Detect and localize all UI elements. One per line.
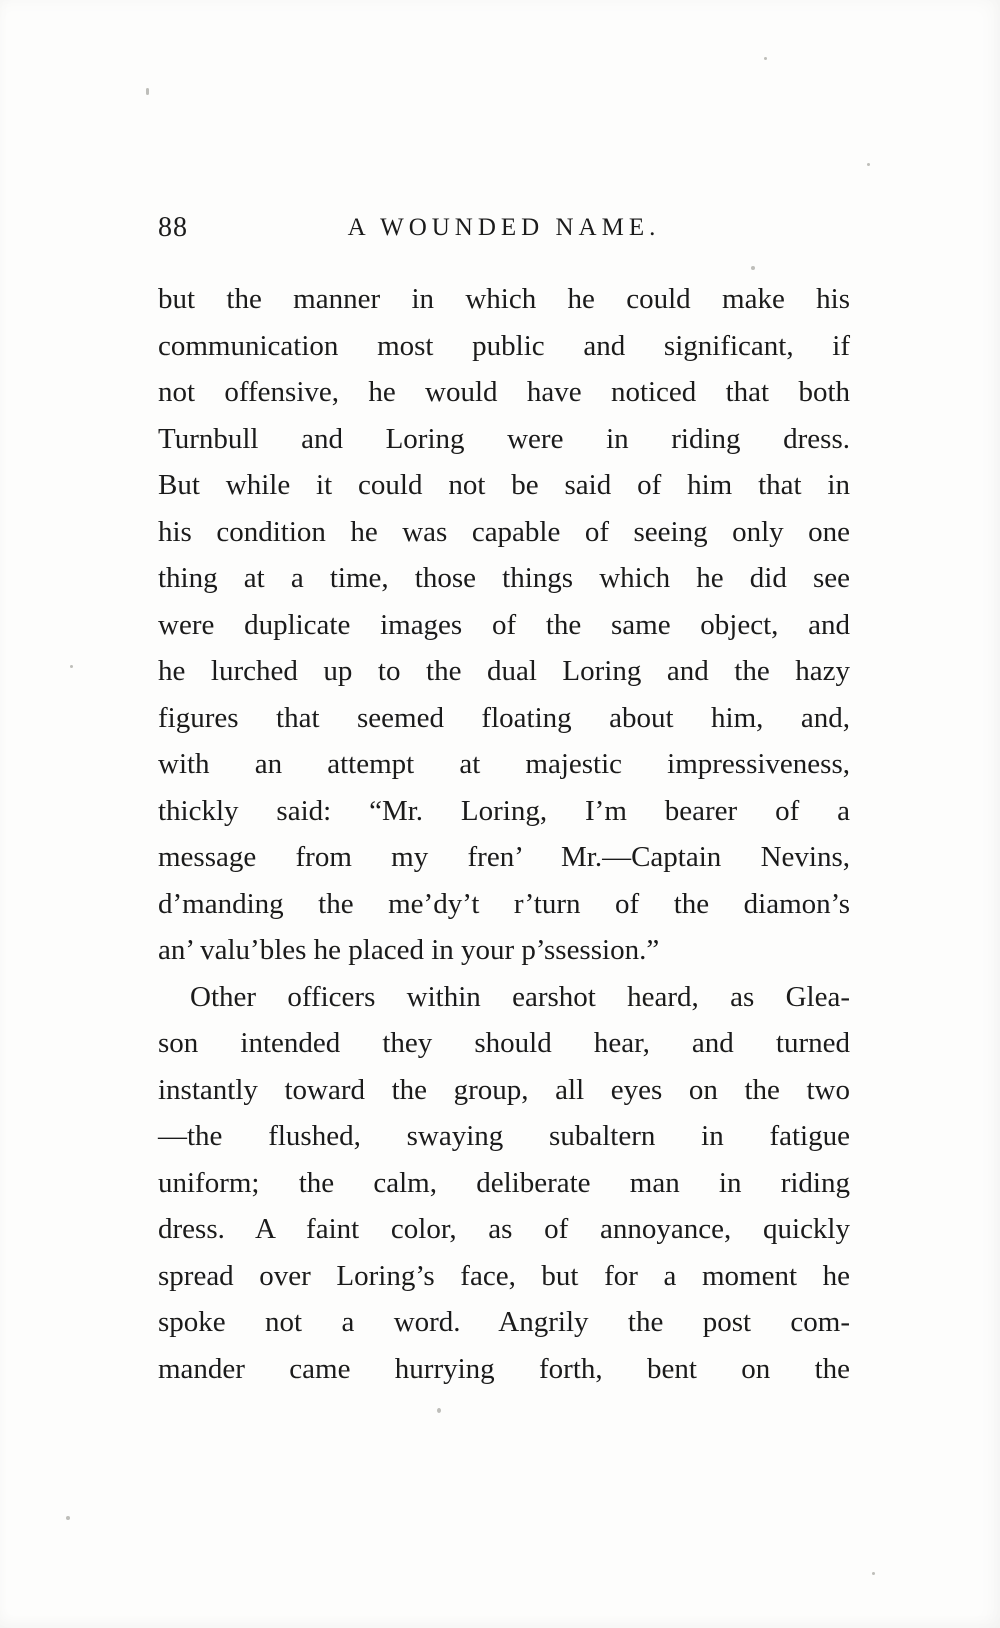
text-line: thing at a time, those things which he did see bbox=[158, 562, 850, 594]
text-line: d’manding the me’dy’t r’turn of the diamon’s bbox=[158, 887, 850, 920]
text-line: spoke not a word. Angrily the post com- bbox=[158, 1306, 850, 1338]
text-line: instantly toward the group, all eyes on the two bbox=[158, 1073, 850, 1106]
text-line: his condition he was capable of seeing only one bbox=[158, 515, 850, 548]
text-line: with an attempt at majestic impressiveness, bbox=[158, 748, 850, 780]
text-line: an’ valu’bles he placed in your p’ssession.” bbox=[158, 934, 660, 966]
text-line: son intended they should hear, and turned bbox=[158, 1027, 850, 1059]
paragraph bbox=[158, 974, 850, 1393]
scan-speck bbox=[751, 266, 755, 270]
text-line: message from my fren’ Mr.—Captain Nevins, bbox=[158, 841, 850, 873]
text-line: he lurched up to the dual Loring and the hazy bbox=[158, 655, 850, 687]
scan-speck bbox=[70, 665, 73, 668]
text-line: But while it could not be said of him that in bbox=[158, 469, 850, 501]
text-line: but the manner in which he could make his bbox=[158, 283, 850, 315]
text-line: dress. A faint color, as of annoyance, quickly bbox=[158, 1213, 850, 1245]
text-line: spread over Loring’s face, but for a moment he bbox=[158, 1259, 850, 1292]
scan-speck bbox=[764, 57, 767, 60]
scan-speck bbox=[867, 163, 870, 166]
running-header: A WOUNDED NAME. bbox=[347, 214, 661, 241]
text-line: Turnbull and Loring were in riding dress. bbox=[158, 422, 850, 455]
paragraph bbox=[158, 276, 850, 974]
text-line: mander came hurrying forth, bent on the bbox=[158, 1352, 850, 1385]
scan-speck bbox=[872, 1572, 875, 1575]
text-line: were duplicate images of the same object, and bbox=[158, 608, 850, 641]
text-line: not offensive, he would have noticed that both bbox=[158, 376, 850, 408]
text-line: thickly said: “Mr. Loring, I’m bearer of a bbox=[158, 794, 850, 827]
text-line: figures that seemed floating about him, and, bbox=[158, 701, 850, 734]
scan-speck bbox=[66, 1516, 70, 1520]
scan-speck bbox=[437, 1408, 441, 1413]
text-line: Other officers within earshot heard, as Glea- bbox=[190, 980, 850, 1013]
page-header-row bbox=[158, 212, 850, 252]
text-line: uniform; the calm, deliberate man in riding bbox=[158, 1166, 850, 1199]
text-line: —the flushed, swaying subaltern in fatigue bbox=[158, 1120, 850, 1152]
scan-speck bbox=[146, 88, 149, 95]
page-number: 88 bbox=[158, 212, 188, 243]
text-line: communication most public and significant, if bbox=[158, 329, 850, 362]
page-body bbox=[158, 276, 850, 1392]
